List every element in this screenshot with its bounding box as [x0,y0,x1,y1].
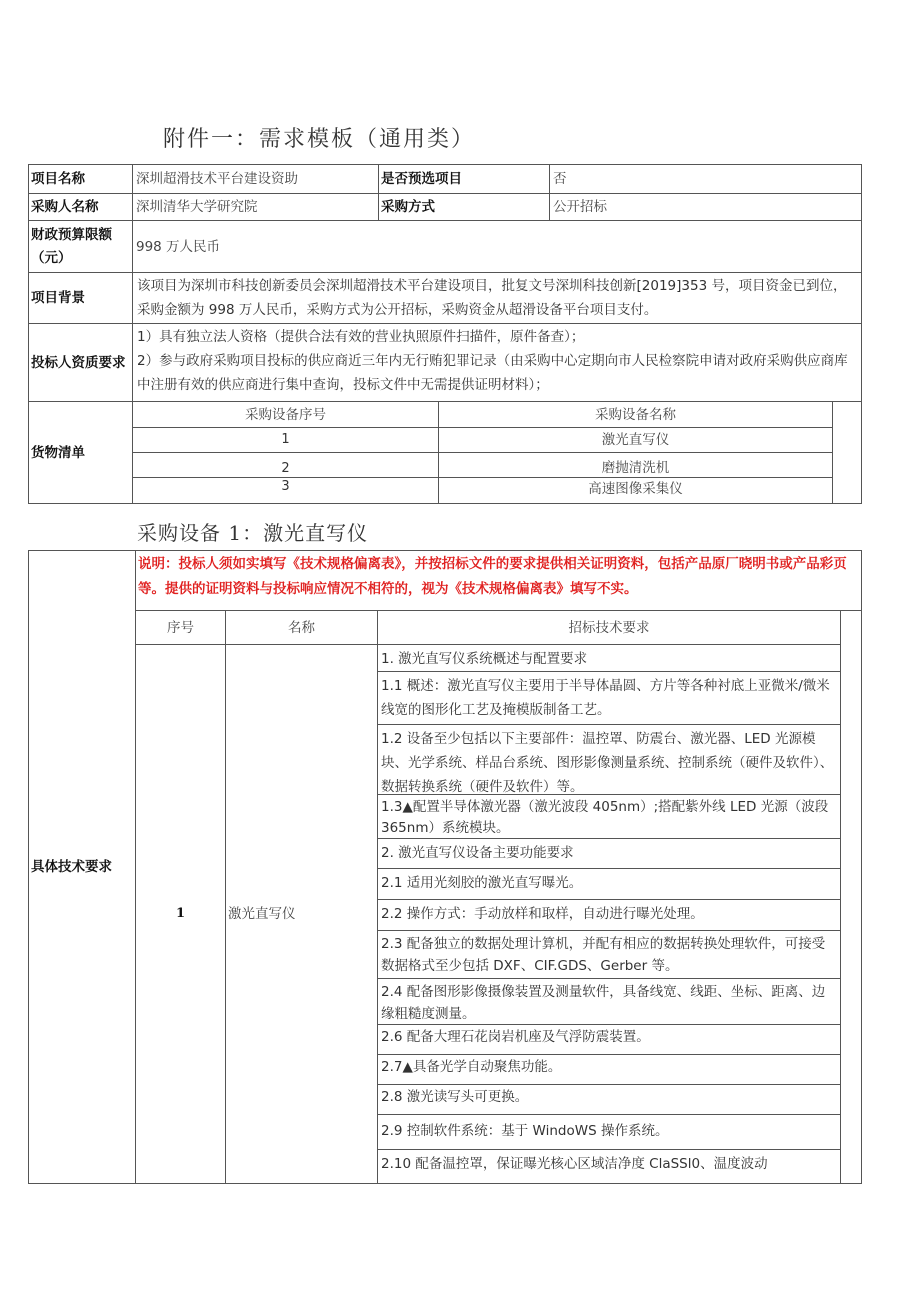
budget-value: 998 万人民币 [132,220,862,273]
budget-label: 财政预算限额（元） [28,220,133,273]
notice-text: 说明：投标人须如实填写《技术规格偏离表》，并按招标文件的要求提供相关证明资料，包括产品原厂晓明书或产品彩页等。提供的证明资料与投标响应情况不相符的，视为《技术规格偏离表》填写不实。 [135,550,862,611]
header-requirement: 招标技术要求 [377,610,841,645]
requirement-row: 2.6 配备大理石花岗岩机座及气浮防震装置。 [377,1024,841,1055]
qualification-item: 1）具有独立法人资格（提供合法有效的营业执照原件扫描件，原件备查）； [137,329,585,345]
requirement-row: 2. 激光直写仪设备主要功能要求 [377,838,841,869]
requirement-row: 1.3▲配置半导体激光器（激光波段 405nm）;搭配紫外线 LED 光源（波段 365nm）系统模块。 [377,794,841,839]
project-name-value: 深圳超滑技术平台建设资助 [132,164,379,194]
goods-row-no: 1 [132,427,439,453]
goods-header-name: 采购设备名称 [438,401,833,428]
purchaser-label: 采购人名称 [28,193,133,221]
method-value: 公开招标 [549,193,862,221]
requirement-row: 1. 激光直写仪系统概述与配置要求 [377,644,841,672]
goods-row-no: 2 [132,452,439,478]
qualification-item: 2）参与政府采购项目投标的供应商近三年内无行贿犯罪记录（由采购中心定期向市人民检察院申请对政府采购供应商库中注册有效的供应商进行集中查询，投标文件中无需提供证明材料）； [137,353,848,393]
goods-header-no: 采购设备序号 [132,401,439,428]
item-number: 1 [135,644,226,1184]
goods-label: 货物清单 [28,401,133,504]
requirement-row: 1.1 概述：激光直写仪主要用于半导体晶圆、方片等各种衬底上亚微米/微米线宽的图形化工艺及掩模版制备工艺。 [377,671,841,725]
requirement-row: 2.2 操作方式：手动放样和取样，自动进行曝光处理。 [377,899,841,931]
background-text: 该项目为深圳市科技创新委员会深圳超滑技术平台建设项目，批复文号深圳科技创新[2019]353 号，项目资金已到位，采购金额为 998 万人民币，采购方式为公开招标，采购资金从超滑设备平台项目支付。 [132,272,862,324]
project-name-label: 项目名称 [28,164,133,194]
tech-label: 具体技术要求 [28,550,136,1184]
document-title: 附件一：需求模板（通用类） [163,127,476,152]
requirement-row: 2.9 控制软件系统：基于 WindoWS 操作系统。 [377,1114,841,1150]
requirement-row: 2.3 配备独立的数据处理计算机，并配有相应的数据转换处理软件，可接受数据格式至少包括 DXF、CIF.GDS、Gerber 等。 [377,930,841,979]
requirement-row: 2.7▲具备光学自动聚焦功能。 [377,1054,841,1085]
requirement-row: 1.2 设备至少包括以下主要部件：温控罩、防震台、激光器、LED 光源模块、光学系统、样品台系统、图形影像测量系统、控制系统（硬件及软件）、数据转换系统（硬件及软件）等。 [377,724,841,795]
section-title: 采购设备 1：激光直写仪 [137,521,369,545]
qualification-label: 投标人资质要求 [28,323,133,402]
qualification-list [132,323,862,402]
header-seq: 序号 [135,610,226,645]
goods-row-name: 激光直写仪 [438,427,833,453]
requirement-row: 2.8 激光读写头可更换。 [377,1084,841,1115]
preselected-value: 否 [549,164,862,194]
item-name: 激光直写仪 [225,644,378,1184]
method-label: 采购方式 [378,193,550,221]
requirement-row: 2.4 配备图形影像摄像装置及测量软件，具备线宽、线距、坐标、距离、边缘粗糙度测量。 [377,978,841,1025]
background-label: 项目背景 [28,272,133,324]
purchaser-value: 深圳清华大学研究院 [132,193,379,221]
preselected-label: 是否预选项目 [378,164,550,194]
goods-row-no: 3 [132,477,439,504]
goods-row-name: 磨抛清洗机 [438,452,833,478]
goods-row-name: 高速图像采集仪 [438,477,833,504]
header-name: 名称 [225,610,378,645]
requirement-row: 2.1 适用光刻胶的激光直写曝光。 [377,868,841,900]
requirement-row: 2.10 配备温控罩，保证曝光核心区域洁净度 ClaSSl0、温度波动 [377,1149,841,1184]
